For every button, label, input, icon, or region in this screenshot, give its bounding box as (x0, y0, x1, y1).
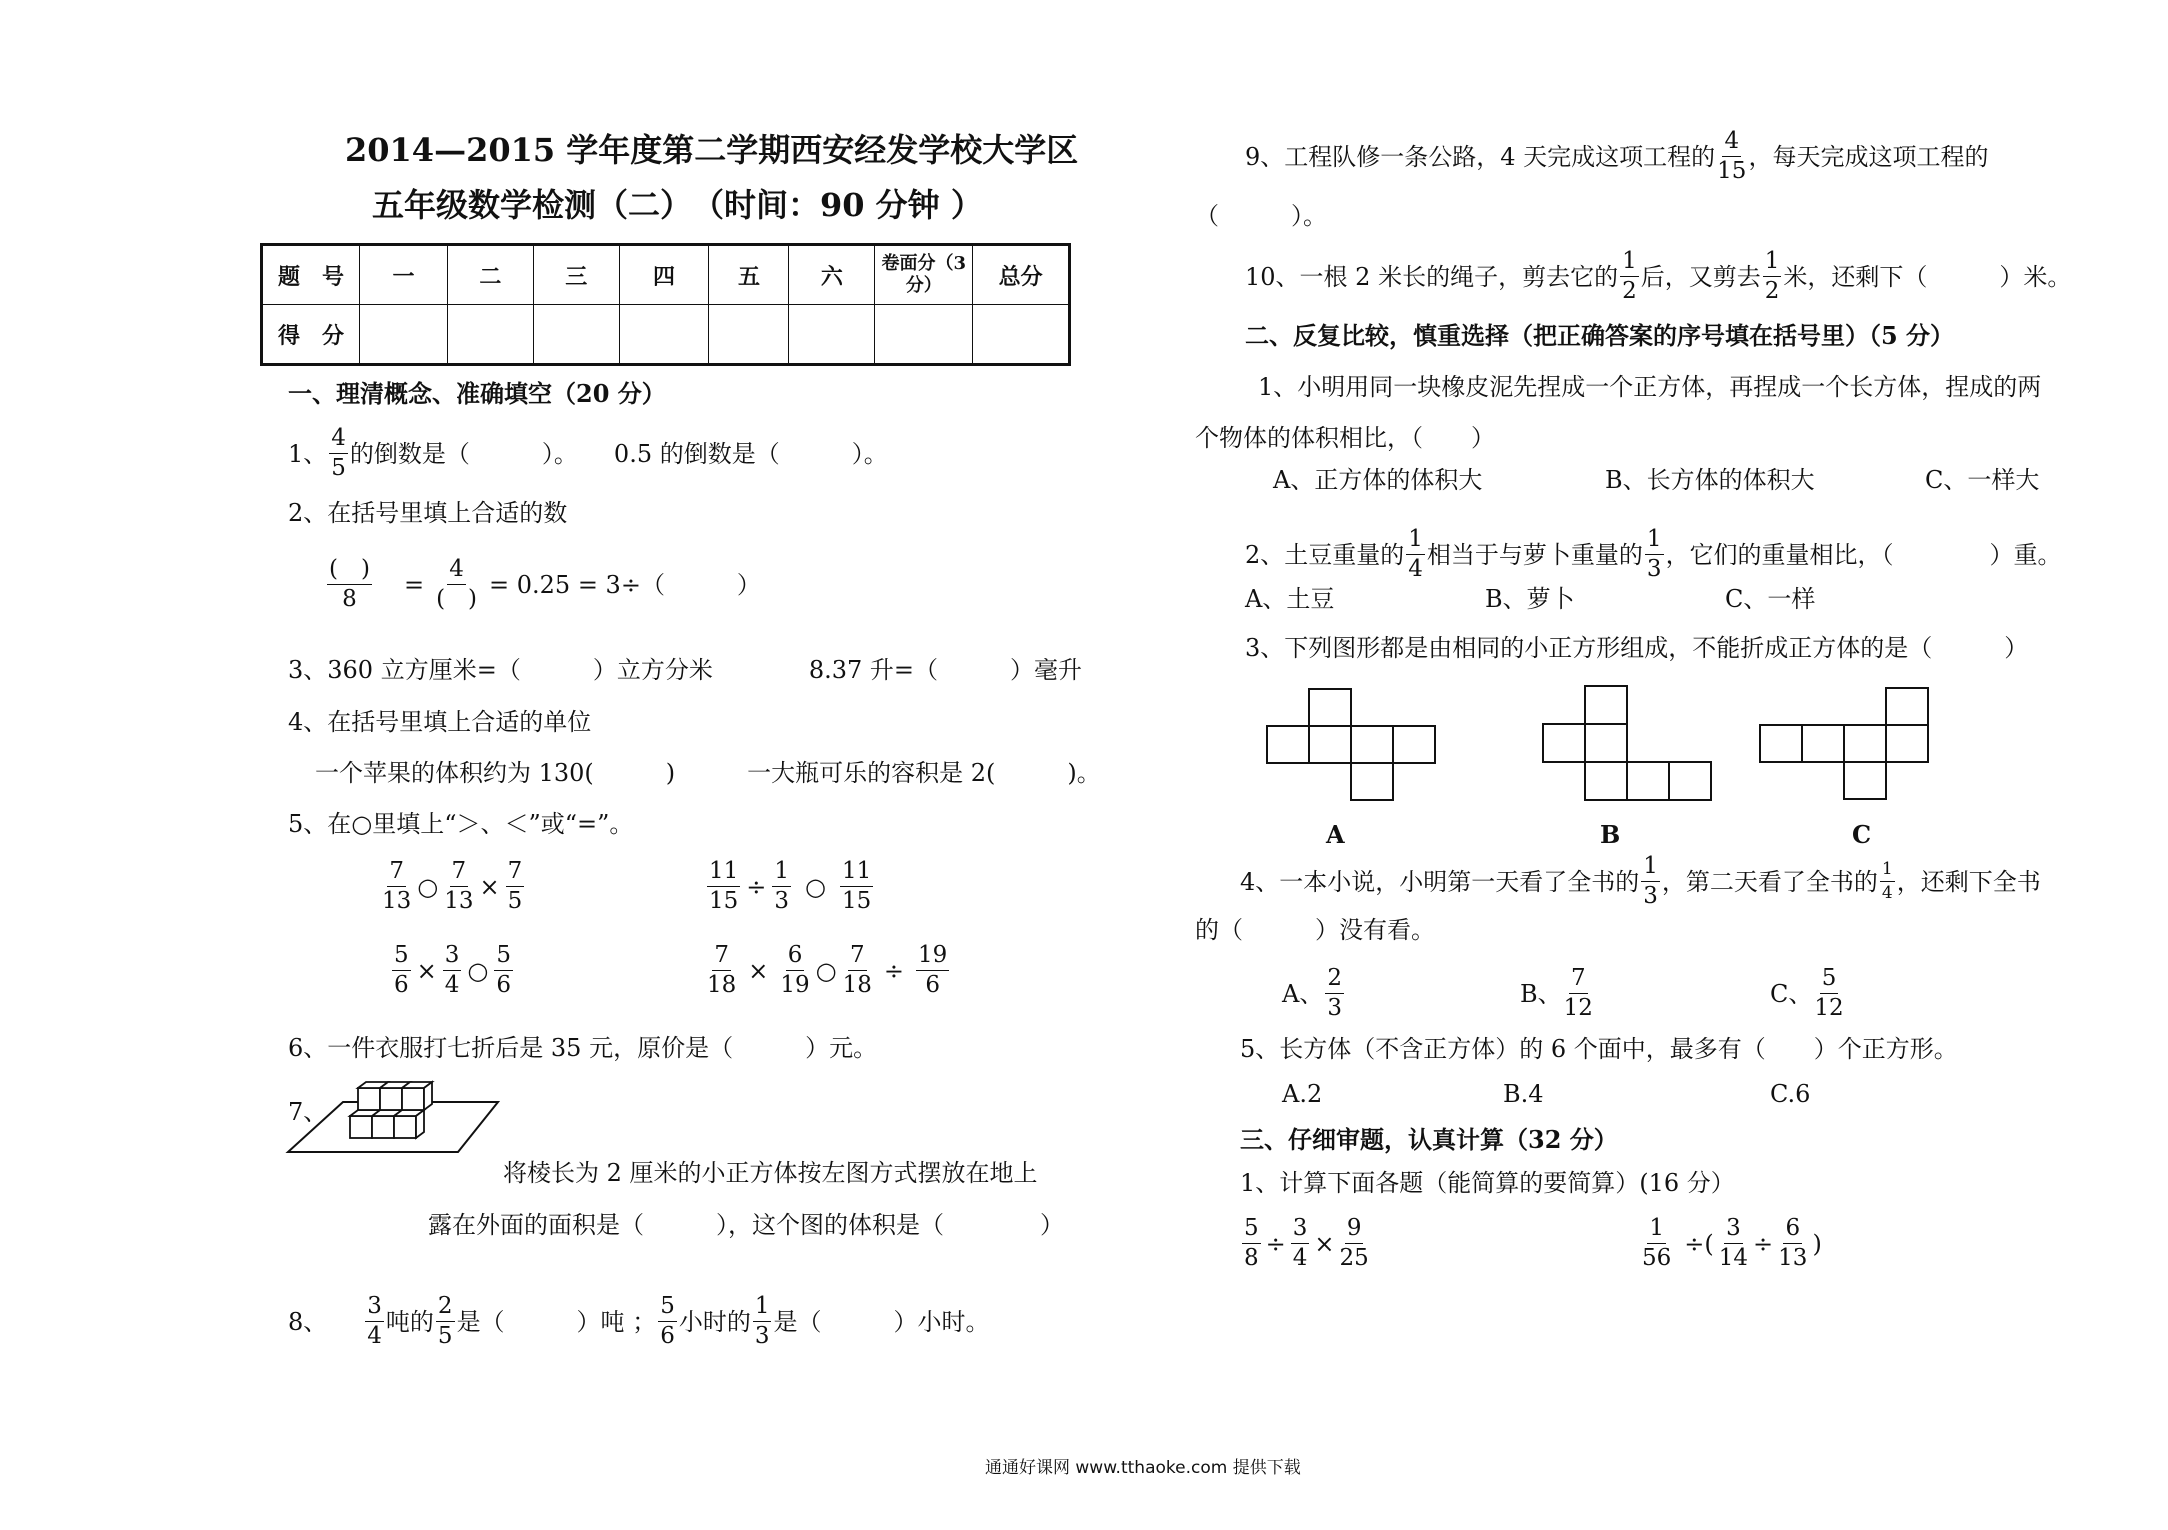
exam-title-line1: 2014—2015 学年度第二学期西安经发学校大学区 (345, 131, 1079, 169)
numerator: 3 (365, 1295, 384, 1322)
compare-circle[interactable]: ○ (805, 872, 826, 901)
compare-circle[interactable]: ○ (467, 956, 489, 985)
score-cell[interactable] (619, 305, 709, 365)
q8 (288, 1295, 989, 1348)
denominator: 4 (1881, 883, 1893, 903)
fraction (392, 944, 411, 997)
denominator: 5 (331, 455, 346, 481)
fraction (436, 1295, 455, 1348)
numerator: 7 (848, 944, 867, 971)
numerator: 3 (443, 944, 462, 971)
fraction (1717, 130, 1746, 183)
option-letter: C、 (1770, 979, 1813, 1008)
denominator: 5 (507, 888, 523, 914)
footer-credit: 通通好课网 www.tthaoke.com 提供下载 (985, 1458, 1301, 1478)
q10 (1245, 250, 2071, 303)
fraction (772, 860, 791, 913)
q1-text: 的倒数是（ ）。 0.5 的倒数是（ ）。 (349, 439, 888, 468)
fraction (327, 558, 372, 611)
denominator: 3 (754, 1323, 770, 1349)
score-table (260, 243, 1071, 366)
denominator: 4 (1292, 1245, 1308, 1271)
fraction (506, 860, 525, 913)
numerator: 5 (658, 1295, 677, 1322)
q9-text: 9、工程队修一条公路，4 天完成这项工程的 (1245, 142, 1716, 171)
q8-text: 吨的 (385, 1307, 434, 1336)
closing-paren: ) (1812, 1229, 1822, 1258)
s2-q2-option-a[interactable]: A、土豆 (1245, 585, 1335, 613)
s2-q2-text: 相当于与萝卜重量的 (1426, 540, 1643, 569)
operator: × (479, 872, 500, 901)
numerator: 5 (494, 944, 513, 971)
fraction (916, 944, 949, 997)
numerator: 11 (707, 860, 740, 887)
score-cell[interactable] (447, 305, 533, 365)
fraction (707, 860, 740, 913)
q1 (288, 427, 888, 480)
numerator: 5 (1242, 1217, 1261, 1244)
s2-q1-option-a[interactable]: A、正方体的体积大 (1273, 466, 1483, 494)
score-cell[interactable] (360, 305, 448, 365)
fraction (1641, 855, 1660, 908)
numerator: ( ) (327, 558, 372, 585)
s2-q4-option-c[interactable] (1770, 967, 1846, 1020)
s2-q1-option-c[interactable]: C、一样大 (1925, 466, 2040, 494)
numerator: 1 (1645, 528, 1664, 555)
fraction (1814, 967, 1843, 1020)
s2-q2-text: ，它们的重量相比，（ ）重。 (1665, 540, 2062, 569)
denominator: 3 (1646, 556, 1662, 582)
score-header-cell: 三 (533, 245, 619, 305)
fraction (444, 860, 473, 913)
fraction (1778, 1217, 1807, 1270)
option-letter: A、 (1282, 979, 1324, 1008)
q10-text: 10、一根 2 米长的绳子，剪去它的 (1245, 262, 1619, 291)
denominator: 6 (925, 972, 940, 998)
q8-number: 8、 (288, 1307, 328, 1336)
operator: ÷( (1684, 1229, 1714, 1258)
score-header-cell: 五 (709, 245, 789, 305)
q7-text-line2: 露在外面的面积是（ ），这个图的体积是（ ） (428, 1211, 1064, 1239)
fraction (1325, 967, 1344, 1020)
fraction (1880, 861, 1895, 902)
fraction (436, 558, 477, 611)
fraction (658, 1295, 677, 1348)
cube-net-label-b: B (1600, 820, 1621, 849)
numerator: 7 (712, 944, 731, 971)
denominator: 2 (1764, 278, 1780, 304)
s2-q5: 5、长方体（不含正方体）的 6 个面中，最多有（ ）个正方形。 (1240, 1035, 1958, 1063)
calc-expression-1 (1240, 1217, 1371, 1270)
denominator: 5 (437, 1323, 453, 1349)
denominator: 19 (780, 972, 810, 998)
s2-q4-text: ，还剩下全书 (1896, 867, 2041, 896)
q1-number: 1、 (288, 439, 328, 468)
numerator: 4 (447, 558, 466, 585)
numerator: 9 (1345, 1217, 1364, 1244)
q3: 3、360 立方厘米=（ ）立方分米 8.37 升=（ ）毫升 (288, 656, 1082, 684)
denominator: 8 (1244, 1245, 1259, 1271)
score-header-cell: 一 (360, 245, 448, 305)
score-cell[interactable] (973, 305, 1070, 365)
q9-text: ，每天完成这项工程的 (1748, 142, 1989, 171)
section1-heading: 一、理清概念、准确填空（20 分） (288, 379, 666, 408)
cube-stack-figure (288, 1070, 508, 1150)
q5: 5、在○里填上“＞、＜”或“=”。 (288, 810, 634, 838)
denominator: 18 (842, 972, 872, 998)
numerator: 1 (1406, 528, 1425, 555)
s2-q5-option-b[interactable]: B.4 (1503, 1080, 1544, 1108)
fraction (1763, 250, 1782, 303)
cube-net-b (1543, 686, 1713, 801)
numerator: 6 (786, 944, 805, 971)
operator: × (416, 956, 437, 985)
numerator: 5 (1820, 967, 1839, 994)
numerator: 1 (1620, 250, 1639, 277)
s2-q2 (1245, 528, 2062, 581)
denominator: 4 (367, 1323, 382, 1349)
s2-q2-option-b[interactable]: B、萝卜 (1485, 585, 1575, 613)
q5-item-a (380, 860, 526, 913)
q5-item-b (705, 860, 875, 913)
s2-q5-option-a[interactable]: A.2 (1282, 1080, 1323, 1108)
s3-q1: 1、计算下面各题（能简算的要简算）(16 分） (1240, 1169, 1735, 1197)
cube-net-c (1760, 688, 1930, 801)
q8-text: 是（ ）小时。 (773, 1307, 990, 1336)
denominator: ( ) (436, 586, 478, 612)
denominator: 13 (444, 888, 474, 914)
numerator: 1 (753, 1295, 772, 1322)
denominator: 6 (394, 972, 409, 998)
fraction (753, 1295, 772, 1348)
denominator: 13 (1778, 1245, 1808, 1271)
operator: ÷ (1753, 1229, 1774, 1258)
numerator: 19 (916, 944, 949, 971)
numerator: 3 (1291, 1217, 1310, 1244)
numerator: 7 (387, 860, 406, 887)
section2-heading: 二、反复比较，慎重选择（把正确答案的序号填在括号里）（5 分） (1245, 321, 1955, 350)
q5-item-d (705, 944, 951, 997)
fraction (707, 944, 736, 997)
denominator: 18 (707, 972, 737, 998)
denominator: 3 (1327, 995, 1342, 1021)
numerator: 1 (1880, 861, 1895, 882)
denominator: 4 (444, 972, 460, 998)
score-cell[interactable] (533, 305, 619, 365)
numerator: 4 (329, 427, 348, 454)
operator: ÷ (746, 872, 767, 901)
q8-text: 是（ ）吨 ； (456, 1307, 657, 1336)
q4: 4、在括号里填上合适的单位 (288, 708, 592, 736)
s2-q1-line2: 个物体的体积相比，（ ） (1195, 424, 1495, 452)
score-cell[interactable] (789, 305, 875, 365)
numerator: 1 (772, 860, 791, 887)
q2-equation (325, 558, 761, 611)
fraction (1719, 1217, 1748, 1270)
s2-q5-option-c[interactable]: C.6 (1770, 1080, 1811, 1108)
fraction (1340, 1217, 1369, 1270)
operator: ÷ (1265, 1229, 1286, 1258)
denominator: 8 (342, 586, 357, 612)
score-row-label: 得 分 (262, 305, 360, 365)
q8-text: 小时的 (678, 1307, 751, 1336)
s2-q2-option-c[interactable]: C、一样 (1725, 585, 1816, 613)
cube-net-label-a: A (1326, 820, 1345, 849)
s2-q4 (1240, 855, 2041, 908)
s2-q4-option-a[interactable] (1282, 967, 1346, 1020)
denominator: 13 (382, 888, 412, 914)
denominator: 12 (1563, 995, 1593, 1021)
denominator: 15 (709, 888, 739, 914)
s2-q4-option-b[interactable] (1520, 967, 1595, 1020)
q6: 6、一件衣服打七折后是 35 元，原价是（ ）元。 (288, 1034, 878, 1062)
option-letter: B、 (1520, 979, 1562, 1008)
fraction (1564, 967, 1593, 1020)
numerator: 11 (840, 860, 873, 887)
fraction (494, 944, 513, 997)
q10-text: 后，又剪去 (1640, 262, 1761, 291)
operator: × (1314, 1229, 1335, 1258)
q2: 2、在括号里填上合适的数 (288, 499, 568, 527)
q2-rest: = 0.25 = 3÷（ ） (489, 570, 761, 599)
section3-heading: 三、仔细审题，认真计算（32 分） (1240, 1125, 1618, 1154)
s2-q4-text: ，第二天看了全书的 (1661, 867, 1878, 896)
calc-expression-2 (1640, 1217, 1822, 1270)
fraction (780, 944, 809, 997)
fraction (840, 860, 873, 913)
fraction (1242, 1217, 1261, 1270)
q5-item-c (390, 944, 515, 997)
cube-net-a (1267, 689, 1437, 801)
numerator: 3 (1724, 1217, 1743, 1244)
numerator: 1 (1763, 250, 1782, 277)
score-cell[interactable] (709, 305, 789, 365)
operator: × (748, 956, 769, 985)
numerator: 5 (392, 944, 411, 971)
denominator: 15 (1717, 158, 1747, 184)
score-header-cell: 六 (789, 245, 875, 305)
score-header-cell: 卷面分（3 分） (875, 245, 973, 305)
fraction (1645, 528, 1664, 581)
denominator: 6 (496, 972, 511, 998)
denominator: 56 (1642, 1245, 1672, 1271)
exam-title-line2: 五年级数学检测（二） （时间：90 分钟 ） (372, 186, 983, 224)
score-header-cell: 二 (447, 245, 533, 305)
fraction (443, 944, 462, 997)
denominator: 3 (774, 888, 790, 914)
score-cell[interactable] (875, 305, 973, 365)
s2-q2-text: 2、土豆重量的 (1245, 540, 1405, 569)
denominator: 12 (1814, 995, 1844, 1021)
compare-circle[interactable]: ○ (417, 872, 439, 901)
q7-number: 7、 (288, 1098, 328, 1126)
numerator: 6 (1783, 1217, 1802, 1244)
q9-blank: （ ）。 (1195, 202, 1327, 230)
fraction (329, 427, 348, 480)
denominator: 2 (1622, 278, 1637, 304)
s2-q4-line2: 的（ ）没有看。 (1195, 916, 1435, 944)
numerator: 4 (1722, 130, 1741, 157)
fraction (1642, 1217, 1671, 1270)
cube-net-label-c: C (1852, 820, 1872, 849)
numerator: 2 (1325, 967, 1344, 994)
fraction (1291, 1217, 1310, 1270)
score-header-cell: 总分 (973, 245, 1070, 305)
denominator: 25 (1339, 1245, 1369, 1271)
denominator: 15 (841, 888, 872, 914)
compare-circle[interactable]: ○ (815, 956, 837, 985)
numerator: 7 (506, 860, 525, 887)
denominator: 14 (1718, 1245, 1749, 1271)
operator: ÷ (883, 956, 905, 985)
s2-q3: 3、下列图形都是由相同的小正方形组成，不能折成正方体的是（ ） (1245, 634, 2029, 662)
equals-sign: = (403, 570, 425, 599)
q4-detail: 一个苹果的体积约为 130( ) 一大瓶可乐的容积是 2( )。 (315, 759, 1101, 787)
numerator: 1 (1647, 1217, 1666, 1244)
s2-q1: 1、小明用同一块橡皮泥先捏成一个正方体，再捏成一个长方体，捏成的两 (1258, 373, 2042, 401)
denominator: 6 (660, 1323, 675, 1349)
fraction (843, 944, 872, 997)
numerator: 7 (1569, 967, 1588, 994)
numerator: 7 (450, 860, 469, 887)
fraction (382, 860, 411, 913)
denominator: 4 (1408, 556, 1423, 582)
denominator: 3 (1643, 883, 1658, 909)
fraction (365, 1295, 384, 1348)
q10-text: 米，还剩下（ ）米。 (1783, 262, 2072, 291)
score-header-cell: 题 号 (262, 245, 360, 305)
fraction (1620, 250, 1639, 303)
score-header-cell: 四 (619, 245, 709, 305)
numerator: 2 (436, 1295, 455, 1322)
q7-text-line1: 将棱长为 2 厘米的小正方体按左图方式摆放在地上 (503, 1159, 1038, 1187)
numerator: 1 (1641, 855, 1660, 882)
q9 (1245, 130, 1988, 183)
s2-q1-option-b[interactable]: B、长方体的体积大 (1605, 466, 1815, 494)
fraction (1406, 528, 1425, 581)
s2-q4-text: 4、一本小说，小明第一天看了全书的 (1240, 867, 1640, 896)
